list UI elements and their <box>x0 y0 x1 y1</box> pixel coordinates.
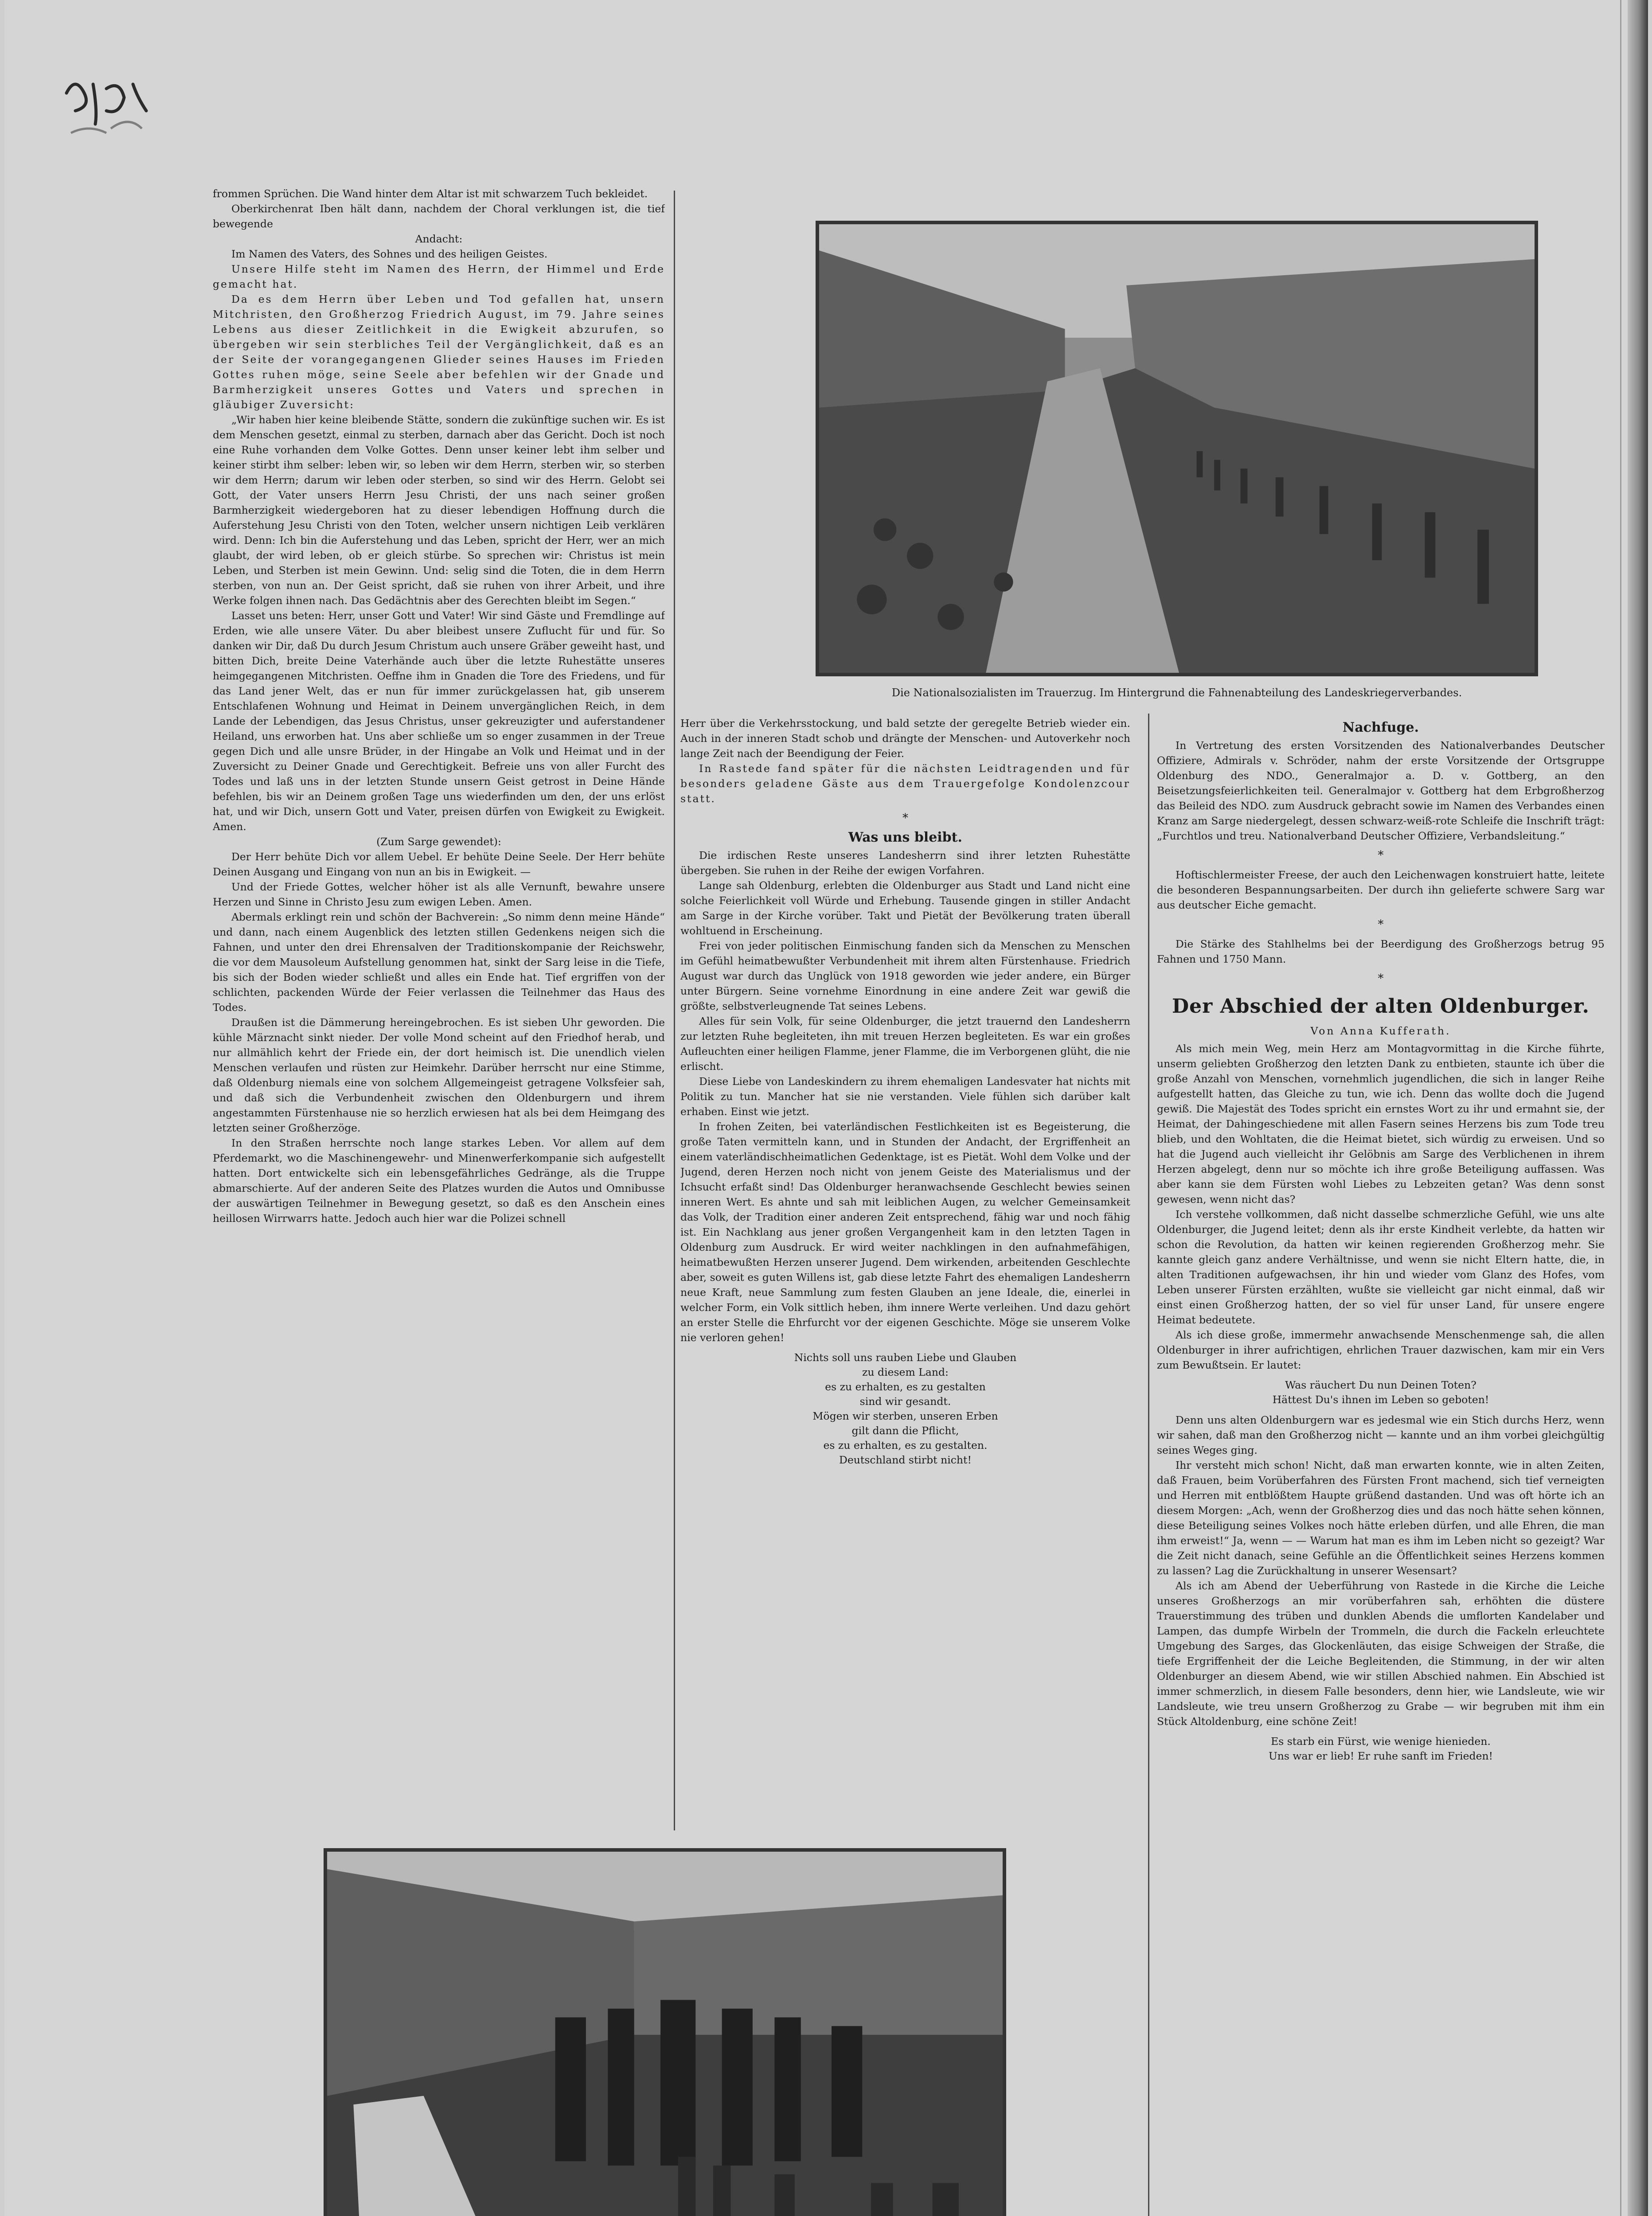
verse-line: Hättest Du's ihnen im Leben so geboten! <box>1272 1393 1489 1406</box>
verse-line: Es starb ein Fürst, wie wenige hienieden. <box>1271 1735 1491 1748</box>
paragraph: Andacht: <box>415 233 463 245</box>
paragraph: In frohen Zeiten, bei vaterländischen Festlichkeiten ist es Begeisterung, die große Taten vermitteln kann, und in Stunden der Andacht, der Ergriffenheit an einem vaterländischheimatlichen Gedenktage, ist es Pietät. Wohl dem Volke und der Jugend, deren Herzen noch nicht von jenem Geiste des Materialismus und der Ichsucht erfaßt sind! Das Oldenburger heranwachsende Geschlecht bewies seinen inneren Wert. Es ahnte und sah mit leiblichen Augen, zu welcher Gemeinsamkeit das Volk, der Tradition einer anderen Zeit entsprechend, fähig war und noch fähig ist. Ein Nachklang aus jener großen Vergangenheit kam in den letzten Tagen in Oldenburg zum Ausdruck. Er wird weiter nachklingen in den aufnahmefähigen, heimatbewußten Herzen unserer Jugend. Dem wirkenden, arbeitenden Geschlechte aber, soweit es guten Willens ist, gab diese letzte Fahrt des ehemaligen Landesherrn neue Kraft, neue Sammlung zum festen Glauben an jene Ideale, die, einerlei in welcher Form, ein Volk sittlich heben, ihm innere Werte verleihen. Und dazu gehört an erster Stelle die Ehrfurcht vor der eigenen Geschichte. Möge sie unserem Volke nie verloren gehen! <box>680 1120 1130 1344</box>
poem-line: Mögen wir sterben, unseren Erben <box>812 1410 998 1422</box>
paragraph: Und der Friede Gottes, welcher höher ist als alle Vernunft, bewahre unsere Herzen und Sinne in Christo Jesu zum ewigen Leben. Amen. <box>213 881 665 908</box>
paragraph: Draußen ist die Dämmerung hereingebrochen. Es ist sieben Uhr geworden. Die kühle Märznacht sinkt nieder. Der volle Mond scheint auf den Friedhof herab, und nur allmählich kehrt der Friede ein, der dort heimisch ist. Die unendlich vielen Menschen verlaufen und rüsten zur Heimkehr. Darüber herrscht nur eine Stimme, daß Oldenburg niemals eine von solchem Allgemeingeist getragene Volksfeier sah, und daß sich die Verbundenheit zwischen den Oldenburgern und ihrem angestammten Fürstenhause nie so herzlich erwiesen hat als bei dem Heimgang des letzten seiner Großherzöge. <box>213 1016 665 1134</box>
book-spine-shadow <box>1628 0 1648 2216</box>
column-divider <box>674 191 675 1830</box>
column-left <box>213 186 665 1826</box>
poem-line: Deutschland stirbt nicht! <box>839 1454 972 1466</box>
paragraph: Oberkirchenrat Iben hält dann, nachdem der Choral verklungen ist, die tief bewegende <box>213 203 665 230</box>
paragraph: Als ich am Abend der Ueberführung von Rastede in die Kirche die Leiche unseres Großherzogs an mir vorüberfahren sah, erhöhten die düstere Trauerstimmung des trüben und dunklen Abends die umflorten Kandelaber und Lampen, das dumpfe Wirbeln der Trommeln, die durch die Fackeln erleuchtete Umgebung des Sarges, das Glockenläuten, das eisige Schweigen der Straße, die tiefe Ergriffenheit der die Leiche Begleitenden, die Stimmung, in der wir alten Oldenburger an diesem Abend, wie wir stillen Abschied nahmen. Ein Abschied ist immer schmerzlich, in diesem Falle besonders, denn hier, wie Landsleute, wie wir Landsleute, wie treu unsern Großherzog zu Grabe — wir begruben mit ihm ein Stück Altoldenburg, eine schöne Zeit! <box>1157 1580 1605 1728</box>
paragraph: Frei von jeder politischen Einmischung fanden sich da Menschen zu Menschen im Gefühl heimatbewußter Verbundenheit mit ihrem alten Fürstenhause. Friedrich August war durch das Unglück von 1918 geworden wie jeder andere, ein Bürger unter Bürgern. Seine vornehme Einordnung in eine andere Zeit war gewiß die größte, selbstverleugnende Tat seines Lebens. <box>680 940 1130 1012</box>
paragraph: Ihr versteht mich schon! Nicht, daß man erwarten konnte, wie in alten Zeiten, daß Frauen, beim Vorüberfahren des Fürsten Front machend, sich tief verneigten und Herren mit entblößtem Haupte grüßend dastanden. Und was oft hörte ich an diesem Morgen: „Ach, wenn der Großherzog dies und das noch hätte sehen können, diese Beteiligung seines Volkes noch hätte erleben dürfen, und alle Ehren, die man ihm erweist!“ Ja, wenn — — Warum hat man es ihm im Leben nicht so gezeigt? War die Zeit nicht danach, seine Gefühle an die Öffentlichkeit seines Herzens kommen zu lassen? Lag die Zurückhaltung in unserer Wesensart? <box>1157 1459 1605 1577</box>
paragraph: frommen Sprüchen. Die Wand hinter dem Altar ist mit schwarzem Tuch bekleidet. <box>213 187 648 200</box>
verse-line: Was räuchert Du nun Deinen Toten? <box>1285 1379 1476 1391</box>
paragraph: Ich verstehe vollkommen, daß nicht dasselbe schmerzliche Gefühl, wie uns alte Oldenburger, die Jugend leitet; denn als ihr erste Kindheit verlebte, da hatten wir schon die Revolution, da hatten wir keinen regierenden Großherzog mehr. Sie kannte gleich ganz andere Verhältnisse, und wenn sie nicht Eltern hatte, die, in alten Traditionen aufgewachsen, ihr hin und wieder vom Glanz des Hofes, vom Leben unserer Fürsten erzählten, wußte sie vielleicht gar nicht einmal, daß wir einst einen Großherzog hatten, der so viel für unser Land, für unsere engere Heimat bedeutete. <box>1157 1208 1605 1326</box>
poem-line: sind wir gesandt. <box>859 1395 951 1408</box>
separator-star: * <box>1378 918 1384 931</box>
section-heading: Nachfuge. <box>1342 720 1419 735</box>
paragraph: Unsere Hilfe steht im Namen des Herrn, der Himmel und Erde gemacht hat. <box>213 263 665 290</box>
article-headline: Der Abschied der alten Oldenburger. <box>1172 995 1590 1018</box>
poem-line: zu diesem Land: <box>862 1366 949 1378</box>
poem-line: Nichts soll uns rauben Liebe und Glauben <box>794 1351 1017 1364</box>
column-middle <box>680 716 1130 1886</box>
poem-line: es zu erhalten, es zu gestalten. <box>823 1439 988 1451</box>
paragraph: Lange sah Oldenburg, erlebten die Oldenburger aus Stadt und Land nicht eine solche Feierlichkeit voll Würde und Erhebung. Tausende gingen in stiller Andacht am Sarge in der Kirche vorüber. Takt und Pietät der Bevölkerung traten überall wohltuend in Erscheinung. <box>680 879 1130 937</box>
poem <box>680 1350 1130 1467</box>
section-heading: Was uns bleibt. <box>848 830 962 845</box>
paragraph: Da es dem Herrn über Leben und Tod gefallen hat, unsern Mitchristen, den Großherzog Friedrich August, im 79. Jahre seines Lebens aus dieser Zeitlichkeit in die Ewigkeit abzurufen, so übergeben wir sein sterbliches Teil der Vergänglichkeit, daß es an der Seite der vorangegangenen Glieder seines Hauses im Frieden Gottes ruhen möge, seine Seele aber befehlen wir der Gnade und Barmherzigkeit unseres Gottes und Vaters und sprechen in gläubiger Zuversicht: <box>213 293 665 411</box>
newspaper-page <box>4 0 1648 2216</box>
column-divider <box>1148 714 1149 2216</box>
byline: Von Anna Kufferath. <box>1310 1025 1451 1037</box>
paragraph: Diese Liebe von Landeskindern zu ihrem ehemaligen Landesvater hat nichts mit Politik zu tun. Mancher hat sie nie verstanden. Viele fühlen sich darüber kalt erhaben. Einst wie jetzt. <box>680 1075 1130 1118</box>
paragraph: Im Namen des Vaters, des Sohnes und des heiligen Geistes. <box>231 248 548 260</box>
paragraph: Der Herr behüte Dich vor allem Uebel. Er behüte Deine Seele. Der Herr behüte Deinen Ausgang und Eingang von nun an bis in Ewigkeit. — <box>213 851 665 878</box>
paragraph: Lasset uns beten: Herr, unser Gott und Vater! Wir sind Gäste und Fremdlinge auf Erden, wie alle unsere Väter. Du aber bleibest unsere Zuflucht für und für. So danken wir Dir, daß Du durch Jesum Christum auch unsere Gräber geweiht hast, und bitten Dich, breite Deine Vaterhände auch über die letzte Ruhestätte unseres heimgegangenen Mitchristen. Oeffne ihm in Gnaden die Tore des Friedens, und für das Land jener Welt, das er nun für immer zurückgelassen hat, gib unserem Entschlafenen Wohnung und Heimat in Deinem unvergänglichen Reich, in dem Lande der Lebendigen, das Jesus Christus, unser gekreuzigter und auferstandener Heiland, uns erworben hat. Uns aber schließe um so enger zusammen in der Treue gegen Dich und alle unsre Brüder, in der Hingabe an Volk und Heimat und in der Zuversicht zu Deiner Gnade und Gerechtigkeit. Befreie uns von aller Furcht des Todes und laß uns in der letzten Stunde unsern Geist getrost in Deine Hände befehlen, bis wir an Deinem großen Tage uns wiederfinden um den, der uns erlöst hat, und wir Dich, unsern Gott und Vater, preisen dürfen von Ewigkeit zu Ewigkeit. Amen. <box>213 609 665 833</box>
page-edge-line <box>1620 0 1621 2216</box>
paragraph: In Vertretung des ersten Vorsitzenden des Nationalverbandes Deutscher Offiziere, Admirals v. Schröder, nahm der erste Vorsitzende der Ortsgruppe Oldenburg des NDO., Generalmajor a. D. v. Gottberg, an den Beisetzungsfeierlichkeiten teil. Generalmajor v. Gottberg hat dem Erbgroßherzog das Beileid des NDO. zum Ausdruck gebracht sowie im Namen des Verbandes einen Kranz am Sarge niedergelegt, dessen schwarz-weiß-rote Schleife die Inschrift trägt: „Furchtlos und treu. Nationalverband Deutscher Offiziere, Verbandsleitung.“ <box>1157 739 1605 842</box>
paragraph: Als mich mein Weg, mein Herz am Montagvormittag in die Kirche führte, unserm geliebten Großherzog den letzten Dank zu entbieten, staunte ich über die große Anzahl von Menschen, vornehmlich jugendlichen, die sich in langer Reihe aufgestellt hatten, das Gleiche zu tun, wie ich. Denn das wollte doch die Jugend gewiß. Die Majestät des Todes spricht ein ernstes Wort zu ihr und ermahnt sie, der Heimat, der Dahingeschiedene mit allen Fasern seines Herzens bis zum Tode treu blieb, und den Wohltaten, die die Heimat bietet, sich würdig zu erweisen. Und so hat die Jugend auch vielleicht ihr Gelöbnis am Sarge des Verblichenen in ihrem Herzen abgelegt, denn nur so möchte ich ihre große Beteiligung auffassen. Was aber kann sie dem Fürsten wohl Liebes zu Lebzeiten getan? Was denn sonst gewesen, wenn nicht das? <box>1157 1042 1605 1206</box>
funeral-procession-photo <box>816 221 1538 676</box>
paragraph: Denn uns alten Oldenburgern war es jedesmal wie ein Stich durchs Herz, wenn wir sahen, daß man den Großherzog nicht — kannte und an ihm vorbei gleichgültig seines Weges ging. <box>1157 1414 1605 1456</box>
paragraph: Hoftischlermeister Freese, der auch den Leichenwagen konstruiert hatte, leitete die besonderen Bespannungsarbeiten. Der durch ihn gelieferte schwere Sarg war aus deutscher Eiche gemacht. <box>1157 869 1605 911</box>
top-photo-caption: Die Nationalsozialisten im Trauerzug. Im Hintergrund die Fahnenabteilung des Landeskriegerverbandes. <box>891 687 1462 699</box>
paragraph: Die Stärke des Stahlhelms bei der Beerdigung des Großherzogs betrug 95 Fahnen und 1750 Mann. <box>1157 938 1605 965</box>
separator-star: * <box>1378 972 1384 985</box>
column-right <box>1157 716 1605 2216</box>
poem-line: es zu erhalten, es zu gestalten <box>825 1381 986 1393</box>
paragraph: „Wir haben hier keine bleibende Stätte, sondern die zukünftige suchen wir. Es ist dem Menschen gesetzt, einmal zu sterben, darnach aber das Gericht. Doch ist noch eine Ruhe vorhanden dem Volke Gottes. Denn unser keiner lebt ihm selber und keiner stirbt ihm selber: leben wir, so leben wir dem Herrn, sterben wir, so sterben wir dem Herrn; darum wir leben oder sterben, so sind wir des Herrn. Gelobt sei Gott, der Vater unsers Herrn Jesu Christi, der uns nach seiner großen Barmherzigkeit wiedergeboren hat zu dieser lebendigen Hoffnung durch die Auferstehung Jesu Christi von den Toten, welcher unsern nichtigen Leib verklären wird. Denn: Ich bin die Auferstehung und das Leben, spricht der Herr, wer an mich glaubt, der wird leben, ob er gleich stürbe. So sprechen wir: Christus ist mein Leben, und Sterben ist mein Gewinn. Und: selig sind die Toten, die in dem Herrn sterben, von nun an. Der Geist spricht, daß sie ruhen von ihrer Arbeit, und ihre Werke folgen ihnen nach. Das Gedächtnis aber des Gerechten bleibt im Segen.“ <box>213 414 665 607</box>
separator-star: * <box>1378 849 1384 862</box>
closing-verse <box>1157 1734 1605 1763</box>
paragraph: In Rastede fand später für die nächsten Leidtragenden und für besonders geladene Gäste aus dem Trauergefolge Kondolenzcour statt. <box>680 762 1130 805</box>
verse <box>1157 1378 1605 1407</box>
paragraph: Die irdischen Reste unseres Landesherrn sind ihrer letzten Ruhestätte übergeben. Sie ruhen in der Reihe der ewigen Vorfahren. <box>680 849 1130 877</box>
paragraph: Alles für sein Volk, für seine Oldenburger, die jetzt trauernd den Landesherrn zur letzten Ruhe begleiteten, ihn mit treuen Herzen begleiteten. Es war ein großes Aufleuchten einer heiligen Flamme, jener Flamme, die im Verborgenen glüht, die nie erlischt. <box>680 1015 1130 1073</box>
paragraph: Abermals erklingt rein und schön der Bachverein: „So nimm denn meine Hände“ und dann, nach einem Augenblick des letzten stillen Gedenkens neigen sich die Fahnen, und unter den drei Ehrensalven der Traditionskompanie der Reichswehr, die vor dem Mausoleum Aufstellung genommen hat, sinkt der Sarg leise in die Tiefe, bis sich der Boden wieder schließt und alles ein Ende hat. Tief ergriffen von der schlichten, packenden Würde der Feier verlassen die Teilnehmer das Haus des Todes. <box>213 911 665 1014</box>
verse-line: Uns war er lieb! Er ruhe sanft im Frieden! <box>1268 1750 1493 1762</box>
paragraph: (Zum Sarge gewendet): <box>376 835 501 848</box>
flag-detachment-photo <box>324 1848 1006 2216</box>
separator-star: * <box>902 811 908 825</box>
poem-line: gilt dann die Pflicht, <box>851 1424 959 1437</box>
paragraph: Herr über die Verkehrsstockung, und bald setzte der geregelte Betrieb wieder ein. Auch in der inneren Stadt schob und drängte der Menschen- und Autoverkehr noch lange Zeit nach der Beendigung der Feier. <box>680 717 1130 760</box>
paragraph: Als ich diese große, immermehr anwachsende Menschenmenge sah, die allen Oldenburger in ihrer aufrichtigen, ehrlichen Trauer dazwischen, kam mir ein Vers zum Bewußtsein. Er lautet: <box>1157 1329 1605 1371</box>
paragraph: In den Straßen herrschte noch lange starkes Leben. Vor allem auf dem Pferdemarkt, wo die Maschinengewehr- und Minenwerferkompanie sich aufgestellt hatten. Dort entwickelte sich ein lebensgefährliches Gedränge, als die Truppe abmarschierte. Auf der anderen Seite des Platzes wurden die Autos und Omnibusse der auswärtigen Teilnehmer in Bewegung gesetzt, so daß es den Anschein eines heillosen Wirrwarrs hatte. Jedoch auch hier war die Polizei schnell <box>213 1137 665 1225</box>
handwritten-page-number-mark <box>58 66 160 151</box>
